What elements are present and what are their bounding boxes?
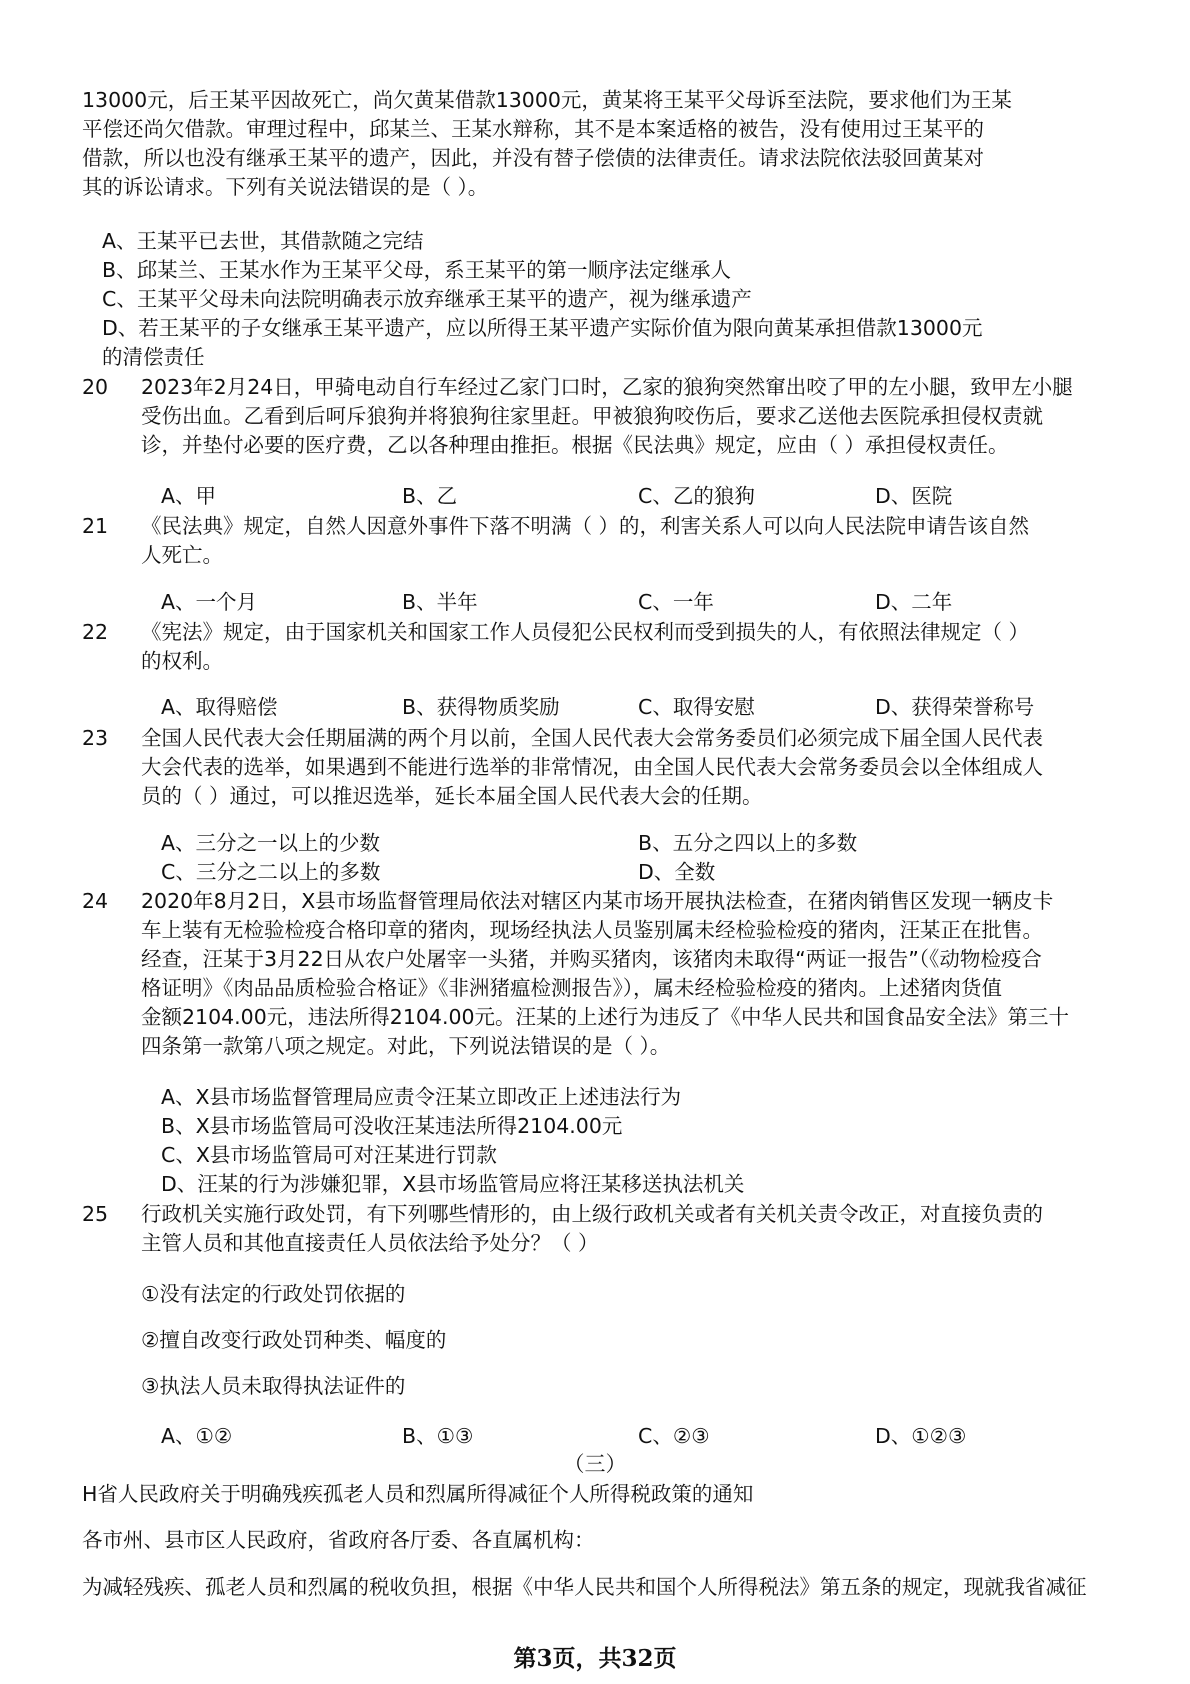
q21-option-b: B、半年 bbox=[402, 590, 478, 614]
q20-line-2: 受伤出血。乙看到后呵斥狼狗并将狼狗往家里赶。甲被狼狗咬伤后，要求乙送他去医院承担侵权责就 bbox=[141, 404, 1043, 428]
q23-number: 23 bbox=[82, 726, 109, 750]
q23-option-a: A、三分之一以上的少数 bbox=[161, 831, 381, 855]
q25-item-2: ②擅自改变行政处罚种类、幅度的 bbox=[141, 1328, 447, 1352]
q20-option-c: C、乙的狼狗 bbox=[638, 484, 755, 508]
q25-line-2: 主管人员和其他直接责任人员依法给予处分？（ ） bbox=[141, 1231, 599, 1255]
q25-option-c: C、②③ bbox=[638, 1424, 710, 1448]
q24-line-6: 四条第一款第八项之规定。对此，下列说法错误的是（ ）。 bbox=[141, 1034, 671, 1058]
q23-option-b: B、五分之四以上的多数 bbox=[638, 831, 858, 855]
q21-line-1: 《民法典》规定，自然人因意外事件下落不明满（ ）的，利害关系人可以向人民法院申请告该自然 bbox=[141, 514, 1030, 538]
q24-option-b: B、X县市场监管局可没收汪某违法所得2104.00元 bbox=[161, 1114, 623, 1138]
q21-option-a: A、一个月 bbox=[161, 590, 258, 614]
q19-line-2: 平偿还尚欠借款。审理过程中，邱某兰、王某水辩称，其不是本案适格的被告，没有使用过王某平的 bbox=[82, 117, 984, 141]
q19-option-c: C、王某平父母未向法院明确表示放弃继承王某平的遗产，视为继承遗产 bbox=[102, 287, 752, 311]
q20-line-3: 诊，并垫付必要的医疗费，乙以各种理由推拒。根据《民法典》规定，应由（ ）承担侵权责任。 bbox=[141, 433, 1009, 457]
page-number-footer: 第3页，共32页 bbox=[513, 1645, 677, 1672]
q23-line-2: 大会代表的选举，如果遇到不能进行选举的非常情况，由全国人民代表大会常务委员会以全体组成人 bbox=[141, 755, 1043, 779]
q24-option-c: C、X县市场监管局可对汪某进行罚款 bbox=[161, 1143, 497, 1167]
q24-line-4: 格证明》《肉品品质检验合格证》《非洲猪瘟检测报告》），属未经检验检疫的猪肉。上述猪肉货值 bbox=[141, 976, 1002, 1000]
q22-line-2: 的权利。 bbox=[141, 649, 223, 673]
q21-option-d: D、二年 bbox=[875, 590, 953, 614]
q24-line-3: 经查，汪某于3月22日从农户处屠宰一头猪，并购买猪肉，该猪肉未取得“两证一报告”（《动物检疫合 bbox=[141, 947, 1042, 971]
q24-line-2: 车上装有无检验检疫合格印章的猪肉，现场经执法人员鉴别属未经检验检疫的猪肉，汪某正在批售。 bbox=[141, 918, 1043, 942]
q25-item-1: ①没有法定的行政处罚依据的 bbox=[141, 1282, 406, 1306]
q21-option-c: C、一年 bbox=[638, 590, 714, 614]
q25-line-1: 行政机关实施行政处罚，有下列哪些情形的，由上级行政机关或者有关机关责令改正，对直接负责的 bbox=[141, 1202, 1043, 1226]
q22-option-b: B、获得物质奖励 bbox=[402, 695, 560, 719]
section-heading: （三） bbox=[563, 1452, 627, 1476]
q20-option-b: B、乙 bbox=[402, 484, 458, 508]
q25-option-a: A、①② bbox=[161, 1424, 233, 1448]
q20-option-a: A、甲 bbox=[161, 484, 217, 508]
q19-option-d: D、若王某平的子女继承王某平遗产，应以所得王某平遗产实际价值为限向黄某承担借款13000元 bbox=[102, 316, 983, 340]
q23-option-d: D、全数 bbox=[638, 860, 716, 884]
notice-body: 为减轻残疾、孤老人员和烈属的税收负担，根据《中华人民共和国个人所得税法》第五条的规定，现就我省减征 bbox=[82, 1575, 1087, 1599]
q24-line-5: 金额2104.00元，违法所得2104.00元。汪某的上述行为违反了《中华人民共和国食品安全法》第三十 bbox=[141, 1005, 1070, 1029]
q23-line-1: 全国人民代表大会任期届满的两个月以前，全国人民代表大会常务委员们必须完成下届全国人民代表 bbox=[141, 726, 1043, 750]
q20-option-d: D、医院 bbox=[875, 484, 953, 508]
q22-option-d: D、获得荣誉称号 bbox=[875, 695, 1035, 719]
q21-number: 21 bbox=[82, 514, 109, 538]
notice-addressee: 各市州、县市区人民政府，省政府各厅委、各直属机构： bbox=[82, 1528, 595, 1552]
q21-line-2: 人死亡。 bbox=[141, 543, 223, 567]
q25-item-3: ③执法人员未取得执法证件的 bbox=[141, 1374, 406, 1398]
q25-number: 25 bbox=[82, 1202, 109, 1226]
q25-option-d: D、①②③ bbox=[875, 1424, 967, 1448]
q19-line-1: 13000元，后王某平因故死亡，尚欠黄某借款13000元，黄某将王某平父母诉至法院，要求他们为王某 bbox=[82, 88, 1012, 112]
q22-number: 22 bbox=[82, 620, 109, 644]
q23-line-3: 员的（ ）通过，可以推迟选举，延长本届全国人民代表大会的任期。 bbox=[141, 784, 763, 808]
q20-number: 20 bbox=[82, 375, 109, 399]
q24-number: 24 bbox=[82, 889, 109, 913]
q25-option-b: B、①③ bbox=[402, 1424, 474, 1448]
q22-line-1: 《宪法》规定，由于国家机关和国家工作人员侵犯公民权利而受到损失的人，有依照法律规定（ ） bbox=[141, 620, 1030, 644]
q19-line-4: 其的诉讼请求。下列有关说法错误的是（ ）。 bbox=[82, 175, 489, 199]
q19-option-b: B、邱某兰、王某水作为王某平父母，系王某平的第一顺序法定继承人 bbox=[102, 258, 732, 282]
q20-line-1: 2023年2月24日，甲骑电动自行车经过乙家门口时，乙家的狼狗突然窜出咬了甲的左小腿，致甲左小腿 bbox=[141, 375, 1073, 399]
q19-option-d-cont: 的清偿责任 bbox=[102, 345, 205, 369]
q24-option-d: D、汪某的行为涉嫌犯罪，X县市场监管局应将汪某移送执法机关 bbox=[161, 1172, 745, 1196]
notice-title: H省人民政府关于明确残疾孤老人员和烈属所得减征个人所得税政策的通知 bbox=[82, 1482, 754, 1506]
q24-option-a: A、X县市场监督管理局应责令汪某立即改正上述违法行为 bbox=[161, 1085, 682, 1109]
q19-option-a: A、王某平已去世，其借款随之完结 bbox=[102, 229, 424, 253]
q24-line-1: 2020年8月2日，X县市场监督管理局依法对辖区内某市场开展执法检查，在猪肉销售区发现一辆皮卡 bbox=[141, 889, 1054, 913]
q19-line-3: 借款，所以也没有继承王某平的遗产，因此，并没有替子偿债的法律责任。请求法院依法驳回黄某对 bbox=[82, 146, 984, 170]
q23-option-c: C、三分之二以上的多数 bbox=[161, 860, 381, 884]
q22-option-c: C、取得安慰 bbox=[638, 695, 755, 719]
q22-option-a: A、取得赔偿 bbox=[161, 695, 278, 719]
